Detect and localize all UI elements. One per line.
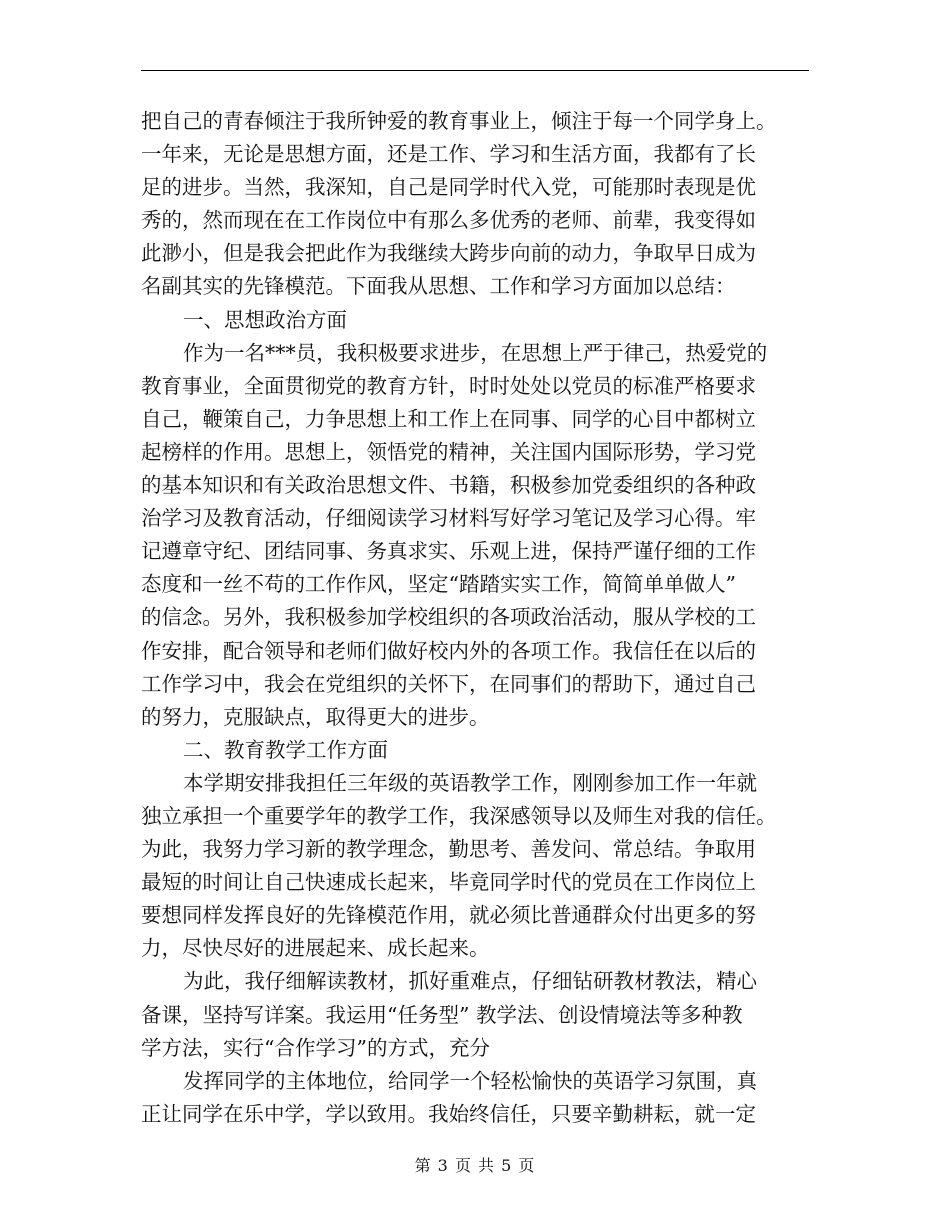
text-line: 记遵章守纪、团结同事、务真求实、乐观上进，保持严谨仔细的工作 bbox=[141, 539, 756, 564]
text-line: 独立承担一个重要学年的教学工作，我深感领导以及师生对我的信任。 bbox=[141, 803, 777, 828]
text-line: 一、思想政治方面 bbox=[183, 307, 347, 332]
text-line: 为此，我仔细解读教材，抓好重难点，仔细钻研教材教法，精心 bbox=[183, 969, 757, 994]
document-body bbox=[141, 105, 821, 1131]
text-line: 教育事业，全面贯彻党的教育方针，时时处处以党员的标准严格要求 bbox=[141, 373, 756, 398]
text-line: 的努力，克服缺点，取得更大的进步。 bbox=[141, 704, 490, 729]
text-line: 把自己的青春倾注于我所钟爱的教育事业上，倾注于每一个同学身上。 bbox=[141, 109, 777, 133]
text-line: 二、教育教学工作方面 bbox=[183, 737, 388, 762]
text-line: 作安排，配合领导和老师们做好校内外的各项工作。我信任在以后的 bbox=[141, 638, 756, 663]
text-line: 秀的，然而现在在工作岗位中有那么多优秀的老师、前辈，我变得如 bbox=[141, 208, 756, 233]
text-line: 足的进步。当然，我深知，自己是同学时代入党，可能那时表现是优 bbox=[141, 175, 756, 200]
text-line: 的基本知识和有关政治思想文件、书籍，积极参加党委组织的各种政 bbox=[141, 473, 756, 498]
page-number: 第 3 页 共 5 页 bbox=[414, 1156, 536, 1175]
text-line: 发挥同学的主体地位，给同学一个轻松愉快的英语学习氛围，真 bbox=[183, 1068, 757, 1093]
text-line: 名副其实的先锋模范。下面我从思想、工作和学习方面加以总结： bbox=[141, 274, 736, 299]
text-line: 学方法，实行“合作学习”的方式，充分 bbox=[141, 1035, 490, 1060]
text-line: 的信念。另外，我积极参加学校组织的各项政治活动，服从学校的工 bbox=[141, 605, 756, 630]
text-line: 为此，我努力学习新的教学理念，勤思考、善发问、常总结。争取用 bbox=[141, 837, 756, 862]
header-rule bbox=[141, 70, 809, 71]
text-line: 工作学习中，我会在党组织的关怀下，在同事们的帮助下，通过自己 bbox=[141, 671, 756, 696]
text-line: 本学期安排我担任三年级的英语教学工作，刚刚参加工作一年就 bbox=[183, 770, 757, 795]
text-line: 起榜样的作用。思想上，领悟党的精神，关注国内国际形势，学习党 bbox=[141, 439, 756, 464]
text-line: 此渺小，但是我会把此作为我继续大跨步向前的动力，争取早日成为 bbox=[141, 241, 756, 266]
text-line: 最短的时间让自己快速成长起来，毕竟同学时代的党员在工作岗位上 bbox=[141, 870, 756, 895]
text-line: 备课，坚持写详案。我运用“任务型” 教学法、创设情境法等多种教 bbox=[141, 1002, 743, 1027]
text-line: 作为一名***员，我积极要求进步，在思想上严于律己，热爱党的 bbox=[183, 340, 768, 365]
text-line: 正让同学在乐中学，学以致用。我始终信任，只要辛勤耕耘，就一定 bbox=[141, 1101, 756, 1126]
text-line: 一年来，无论是思想方面，还是工作、学习和生活方面，我都有了长 bbox=[141, 142, 756, 167]
text-line: 要想同样发挥良好的先锋模范作用，就必须比普通群众付出更多的努 bbox=[141, 903, 756, 928]
text-line: 治学习及教育活动，仔细阅读学习材料写好学习笔记及学习心得。牢 bbox=[141, 506, 756, 531]
text-line: 态度和一丝不苟的工作作风，坚定“踏踏实实工作，简简单单做人” bbox=[141, 572, 736, 597]
text-line: 力，尽快尽好的进展起来、成长起来。 bbox=[141, 936, 490, 961]
text-line: 自己，鞭策自己，力争思想上和工作上在同事、同学的心目中都树立 bbox=[141, 406, 756, 431]
